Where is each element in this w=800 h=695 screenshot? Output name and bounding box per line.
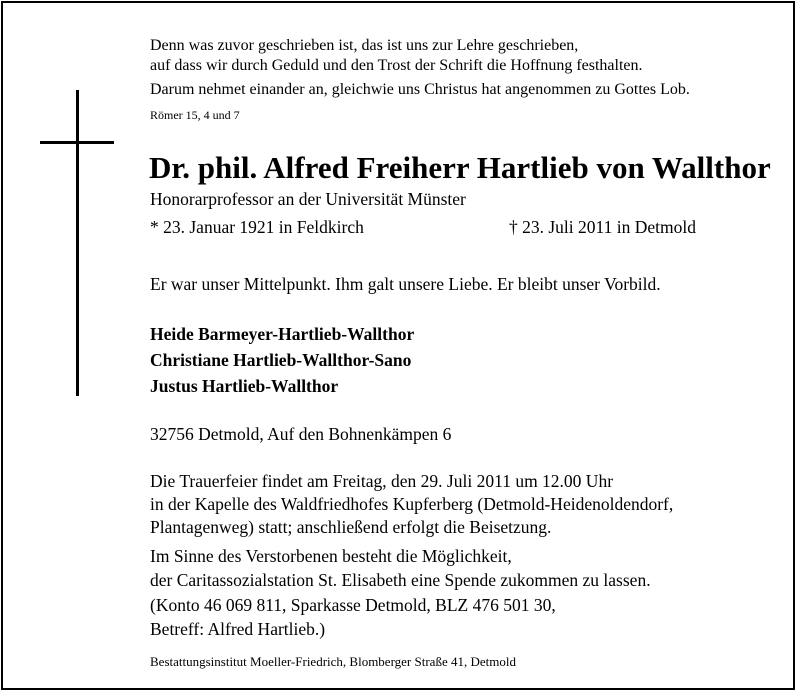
quote-line-3: Darum nehmet einander an, gleichwie uns Christus hat angenommen zu Gottes Lob. bbox=[150, 81, 690, 98]
donation-line-4: Betreff: Alfred Hartlieb.) bbox=[150, 619, 326, 639]
deceased-position: Honorarprofessor an der Universität Münster bbox=[150, 189, 466, 209]
tribute-text: Er war unser Mittelpunkt. Ihm galt unsere Liebe. Er bleibt unser Vorbild. bbox=[150, 274, 661, 294]
quote-line-2: auf dass wir durch Geduld und den Trost der Schrift die Hoffnung festhalten. bbox=[150, 57, 643, 74]
donation-line-1: Im Sinne des Verstorbenen besteht die Möglichkeit, bbox=[150, 546, 512, 566]
cross-icon-vertical bbox=[76, 90, 79, 396]
mourner-name: Justus Hartlieb-Wallthor bbox=[150, 376, 339, 396]
donation-line-2: der Caritassozialstation St. Elisabeth eine Spende zukommen zu lassen. bbox=[150, 570, 651, 590]
funeral-line-1: Die Trauerfeier findet am Freitag, den 29. Juli 2011 um 12.00 Uhr bbox=[150, 471, 614, 491]
deceased-name: Dr. phil. Alfred Freiherr Hartlieb von Wallthor bbox=[149, 150, 771, 185]
death-date: † 23. Juli 2011 in Detmold bbox=[509, 217, 696, 237]
funeral-line-3: Plantagenweg) statt; anschließend erfolgt die Beisetzung. bbox=[150, 517, 552, 537]
family-address: 32756 Detmold, Auf den Bohnenkämpen 6 bbox=[150, 424, 452, 444]
mourner-name: Christiane Hartlieb-Wallthor-Sano bbox=[150, 350, 412, 370]
birth-date: * 23. Januar 1921 in Feldkirch bbox=[150, 217, 364, 237]
mourner-name: Heide Barmeyer-Hartlieb-Wallthor bbox=[150, 324, 415, 344]
quote-reference: Römer 15, 4 und 7 bbox=[150, 108, 240, 122]
undertaker-info: Bestattungsinstitut Moeller-Friedrich, Blomberger Straße 41, Detmold bbox=[150, 654, 516, 669]
funeral-line-2: in der Kapelle des Waldfriedhofes Kupferberg (Detmold-Heidenoldendorf, bbox=[150, 494, 674, 514]
cross-icon-horizontal bbox=[40, 141, 114, 144]
donation-line-3: (Konto 46 069 811, Sparkasse Detmold, BLZ 476 501 30, bbox=[150, 595, 556, 615]
quote-line-1: Denn was zuvor geschrieben ist, das ist uns zur Lehre geschrieben, bbox=[150, 37, 579, 54]
